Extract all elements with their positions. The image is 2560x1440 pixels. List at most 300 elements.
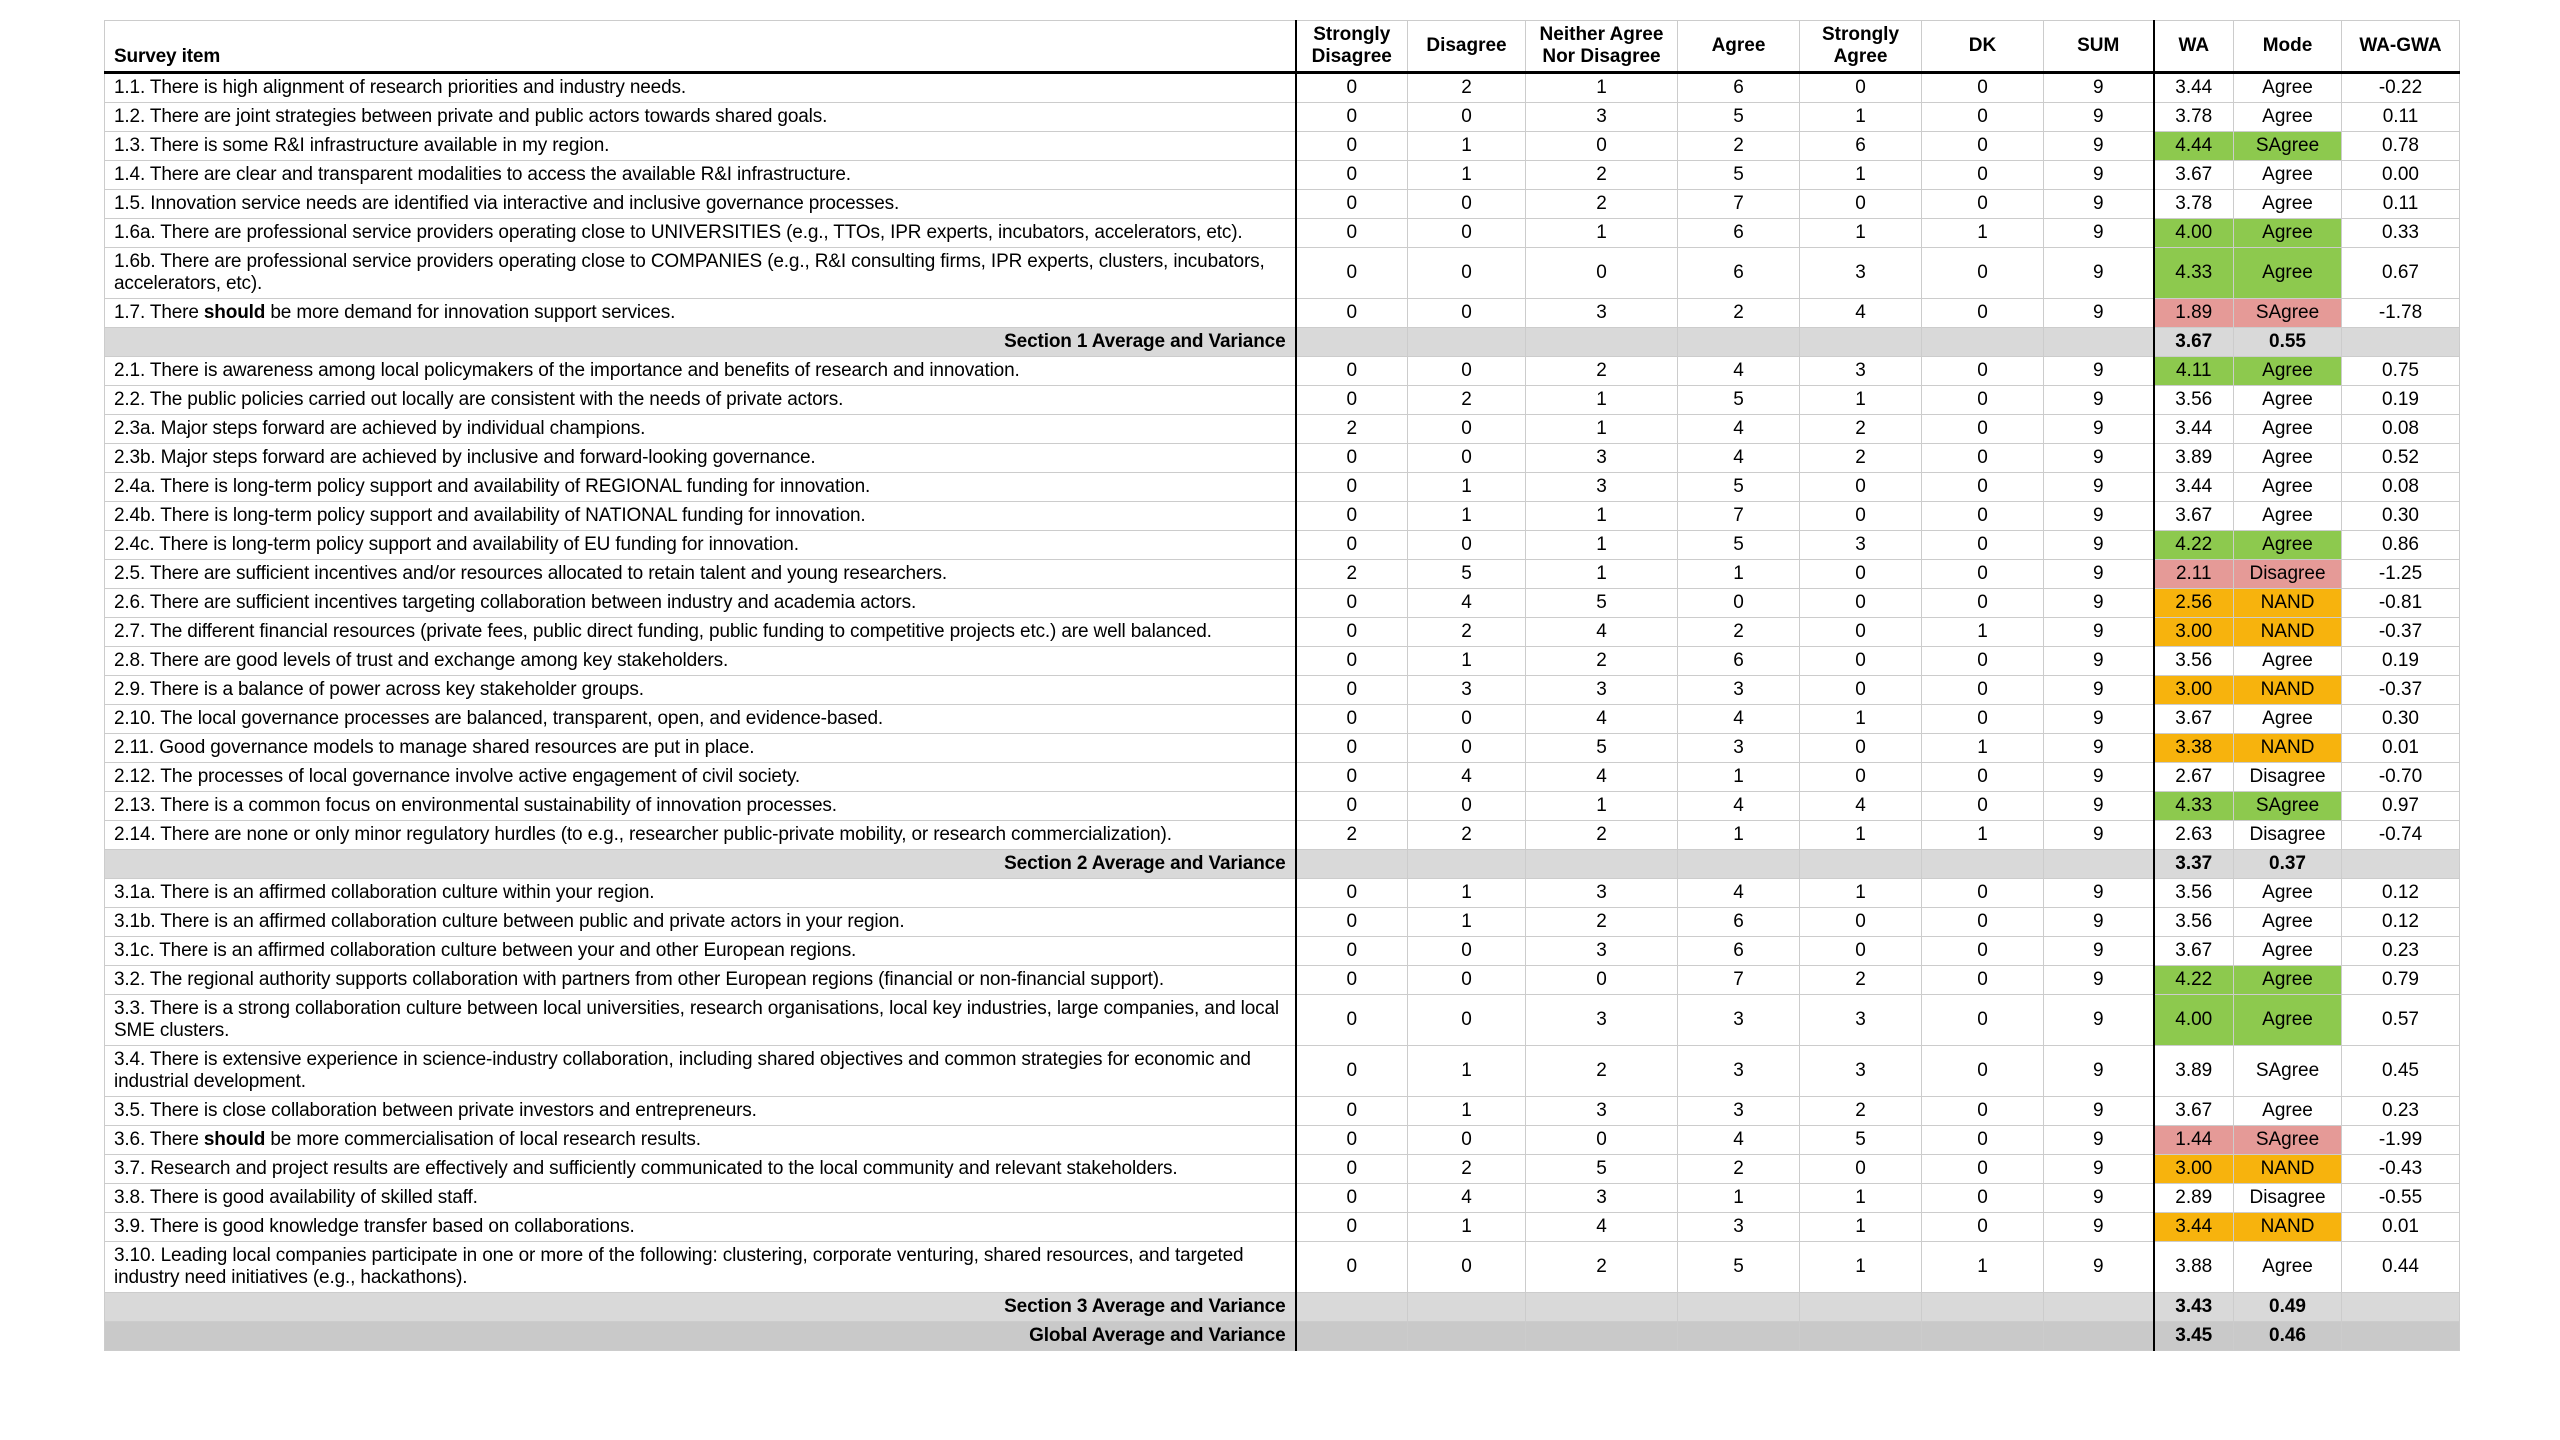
wa-cell: 4.33 xyxy=(2154,248,2234,299)
survey-item-row xyxy=(105,531,2460,560)
wa-gwa-cell: 0.01 xyxy=(2342,734,2460,763)
strongly-disagree-cell: 0 xyxy=(1296,502,1408,531)
wa-cell: 3.44 xyxy=(2154,73,2234,103)
dk-cell: 0 xyxy=(1922,531,2044,560)
wa-cell: 4.00 xyxy=(2154,219,2234,248)
survey-item-row xyxy=(105,190,2460,219)
neither-agree-nor-disagree-cell: 3 xyxy=(1526,473,1678,502)
mode-cell: SAgree xyxy=(2234,299,2342,328)
wa-gwa-cell: 0.12 xyxy=(2342,879,2460,908)
wa-cell: 2.56 xyxy=(2154,589,2234,618)
mode-cell: SAgree xyxy=(2234,1046,2342,1097)
agree-cell: 4 xyxy=(1678,415,1800,444)
summary-label-cell: Section 1 Average and Variance xyxy=(105,328,1296,357)
mode-cell: Disagree xyxy=(2234,1184,2342,1213)
disagree-cell: 4 xyxy=(1408,763,1526,792)
mode-cell: Agree xyxy=(2234,357,2342,386)
disagree-cell: 1 xyxy=(1408,1213,1526,1242)
strongly-disagree-cell: 0 xyxy=(1296,1155,1408,1184)
wa-gwa-cell: 0.01 xyxy=(2342,1213,2460,1242)
dk-cell: 0 xyxy=(1922,908,2044,937)
dk-cell: 1 xyxy=(1922,618,2044,647)
strongly-agree-cell xyxy=(1800,850,1922,879)
survey-table-body xyxy=(105,73,2460,1351)
item-text: 3.1b. There is an affirmed collaboration culture between public and private actors in your region. xyxy=(114,911,905,932)
mode-cell: Agree xyxy=(2234,415,2342,444)
global-summary-row xyxy=(105,1322,2460,1351)
disagree-cell: 0 xyxy=(1408,299,1526,328)
survey-item-row xyxy=(105,161,2460,190)
survey-item-cell xyxy=(105,219,1296,248)
strongly-disagree-cell: 0 xyxy=(1296,190,1408,219)
wa-gwa-cell xyxy=(2342,1322,2460,1351)
neither-agree-nor-disagree-cell: 1 xyxy=(1526,792,1678,821)
survey-item-row xyxy=(105,1126,2460,1155)
wa-gwa-cell: -0.37 xyxy=(2342,618,2460,647)
survey-item-cell xyxy=(105,1097,1296,1126)
survey-item-cell xyxy=(105,618,1296,647)
item-text: 2.11. Good governance models to manage shared resources are put in place. xyxy=(114,737,755,758)
disagree-cell: 0 xyxy=(1408,966,1526,995)
survey-item-cell xyxy=(105,1184,1296,1213)
neither-agree-nor-disagree-cell: 1 xyxy=(1526,73,1678,103)
wa-cell: 3.56 xyxy=(2154,386,2234,415)
disagree-cell: 0 xyxy=(1408,1242,1526,1293)
agree-cell: 5 xyxy=(1678,1242,1800,1293)
item-text: 3.5. There is close collaboration between private investors and entrepreneurs. xyxy=(114,1100,757,1121)
item-text: 2.1. There is awareness among local policymakers of the importance and benefits of research and innovation. xyxy=(114,360,1020,381)
summary-label-cell: Global Average and Variance xyxy=(105,1322,1296,1351)
mode-cell: Agree xyxy=(2234,473,2342,502)
dk-cell: 0 xyxy=(1922,792,2044,821)
survey-item-row xyxy=(105,299,2460,328)
sum-cell: 9 xyxy=(2044,415,2154,444)
survey-item-row xyxy=(105,1097,2460,1126)
survey-item-cell xyxy=(105,879,1296,908)
dk-cell: 1 xyxy=(1922,734,2044,763)
neither-agree-nor-disagree-cell: 3 xyxy=(1526,995,1678,1046)
neither-agree-nor-disagree-cell xyxy=(1526,850,1678,879)
disagree-cell: 1 xyxy=(1408,908,1526,937)
strongly-agree-cell: 3 xyxy=(1800,995,1922,1046)
strongly-agree-cell: 0 xyxy=(1800,73,1922,103)
neither-agree-nor-disagree-cell: 3 xyxy=(1526,1097,1678,1126)
col-header-wa: WA xyxy=(2154,21,2234,73)
survey-item-cell xyxy=(105,132,1296,161)
strongly-agree-cell: 0 xyxy=(1800,1155,1922,1184)
survey-item-cell xyxy=(105,676,1296,705)
strongly-disagree-cell: 0 xyxy=(1296,473,1408,502)
sum-cell: 9 xyxy=(2044,190,2154,219)
dk-cell: 0 xyxy=(1922,190,2044,219)
sum-cell: 9 xyxy=(2044,821,2154,850)
wa-cell: 3.38 xyxy=(2154,734,2234,763)
wa-gwa-cell: 0.11 xyxy=(2342,190,2460,219)
dk-cell: 0 xyxy=(1922,879,2044,908)
agree-cell: 0 xyxy=(1678,589,1800,618)
agree-cell: 6 xyxy=(1678,908,1800,937)
neither-agree-nor-disagree-cell: 0 xyxy=(1526,966,1678,995)
wa-gwa-cell: 0.97 xyxy=(2342,792,2460,821)
item-text: 3.2. The regional authority supports collaboration with partners from other European regions (financial or non-financial support). xyxy=(114,969,1165,990)
survey-item-cell xyxy=(105,190,1296,219)
sum-cell: 9 xyxy=(2044,248,2154,299)
strongly-disagree-cell: 0 xyxy=(1296,73,1408,103)
agree-cell: 2 xyxy=(1678,132,1800,161)
dk-cell xyxy=(1922,850,2044,879)
dk-cell: 0 xyxy=(1922,1126,2044,1155)
strongly-disagree-cell: 0 xyxy=(1296,647,1408,676)
dk-cell xyxy=(1922,1293,2044,1322)
disagree-cell xyxy=(1408,328,1526,357)
survey-item-cell xyxy=(105,502,1296,531)
col-header-strongly-disagree: Strongly Disagree xyxy=(1296,21,1408,73)
dk-cell: 0 xyxy=(1922,161,2044,190)
survey-item-row xyxy=(105,763,2460,792)
emphasized-text: should xyxy=(203,1129,266,1150)
agree-cell: 1 xyxy=(1678,560,1800,589)
item-text: 2.10. The local governance processes are balanced, transparent, open, and evidence-based. xyxy=(114,708,883,729)
col-header-strongly-agree: Strongly Agree xyxy=(1800,21,1922,73)
wa-cell: 1.44 xyxy=(2154,1126,2234,1155)
dk-cell: 1 xyxy=(1922,821,2044,850)
strongly-disagree-cell: 0 xyxy=(1296,966,1408,995)
item-text: 3.8. There is good availability of skilled staff. xyxy=(114,1187,478,1208)
item-text: 2.9. There is a balance of power across key stakeholder groups. xyxy=(114,679,644,700)
wa-gwa-cell: 0.30 xyxy=(2342,705,2460,734)
neither-agree-nor-disagree-cell: 0 xyxy=(1526,248,1678,299)
wa-cell: 3.56 xyxy=(2154,908,2234,937)
neither-agree-nor-disagree-cell: 1 xyxy=(1526,531,1678,560)
item-text: 3.1a. There is an affirmed collaboration culture within your region. xyxy=(114,882,655,903)
wa-cell: 3.67 xyxy=(2154,161,2234,190)
sum-cell: 9 xyxy=(2044,161,2154,190)
strongly-disagree-cell: 0 xyxy=(1296,734,1408,763)
wa-cell: 3.44 xyxy=(2154,473,2234,502)
survey-item-cell xyxy=(105,560,1296,589)
sum-cell xyxy=(2044,1293,2154,1322)
strongly-agree-cell: 2 xyxy=(1800,444,1922,473)
strongly-disagree-cell: 0 xyxy=(1296,1213,1408,1242)
wa-cell: 3.67 xyxy=(2154,705,2234,734)
variance-cell: 0.49 xyxy=(2234,1293,2342,1322)
neither-agree-nor-disagree-cell: 2 xyxy=(1526,1046,1678,1097)
agree-cell: 2 xyxy=(1678,618,1800,647)
col-header-wa-gwa: WA-GWA xyxy=(2342,21,2460,73)
mode-cell: SAgree xyxy=(2234,792,2342,821)
strongly-agree-cell: 3 xyxy=(1800,1046,1922,1097)
wa-cell: 3.44 xyxy=(2154,415,2234,444)
wa-gwa-cell: -0.55 xyxy=(2342,1184,2460,1213)
strongly-agree-cell: 1 xyxy=(1800,219,1922,248)
survey-item-cell xyxy=(105,647,1296,676)
sum-cell: 9 xyxy=(2044,763,2154,792)
neither-agree-nor-disagree-cell: 5 xyxy=(1526,589,1678,618)
wa-gwa-cell: -0.22 xyxy=(2342,73,2460,103)
survey-item-row xyxy=(105,1046,2460,1097)
col-header-mode: Mode xyxy=(2234,21,2342,73)
survey-item-cell xyxy=(105,73,1296,103)
sum-cell: 9 xyxy=(2044,1184,2154,1213)
sum-cell: 9 xyxy=(2044,1242,2154,1293)
item-text: 1.6a. There are professional service providers operating close to UNIVERSITIES (e.g., TTOs, IPR experts, incubators, accelerators, etc). xyxy=(114,222,1243,243)
mode-cell: Agree xyxy=(2234,995,2342,1046)
survey-item-row xyxy=(105,618,2460,647)
survey-item-row xyxy=(105,995,2460,1046)
survey-item-cell xyxy=(105,386,1296,415)
wa-gwa-cell: 0.30 xyxy=(2342,502,2460,531)
strongly-agree-cell: 3 xyxy=(1800,248,1922,299)
agree-cell: 6 xyxy=(1678,219,1800,248)
sum-cell: 9 xyxy=(2044,103,2154,132)
strongly-disagree-cell: 0 xyxy=(1296,676,1408,705)
agree-cell: 1 xyxy=(1678,763,1800,792)
neither-agree-nor-disagree-cell xyxy=(1526,1293,1678,1322)
wa-gwa-cell: 0.44 xyxy=(2342,1242,2460,1293)
sum-cell: 9 xyxy=(2044,444,2154,473)
item-text: 1.1. There is high alignment of research priorities and industry needs. xyxy=(114,77,686,98)
variance-cell: 0.37 xyxy=(2234,850,2342,879)
neither-agree-nor-disagree-cell: 4 xyxy=(1526,1213,1678,1242)
section-summary-row xyxy=(105,328,2460,357)
sum-cell: 9 xyxy=(2044,734,2154,763)
item-text: 1.5. Innovation service needs are identified via interactive and inclusive governance processes. xyxy=(114,193,900,214)
sum-cell: 9 xyxy=(2044,589,2154,618)
col-header-neither-agree-nor-disagree: Neither Agree Nor Disagree xyxy=(1526,21,1678,73)
sum-cell: 9 xyxy=(2044,792,2154,821)
survey-item-row xyxy=(105,647,2460,676)
survey-item-row xyxy=(105,560,2460,589)
agree-cell: 5 xyxy=(1678,161,1800,190)
neither-agree-nor-disagree-cell: 1 xyxy=(1526,560,1678,589)
wa-cell: 2.89 xyxy=(2154,1184,2234,1213)
sum-cell: 9 xyxy=(2044,132,2154,161)
wa-cell: 2.11 xyxy=(2154,560,2234,589)
strongly-disagree-cell: 0 xyxy=(1296,1126,1408,1155)
agree-cell xyxy=(1678,328,1800,357)
mode-cell: Agree xyxy=(2234,879,2342,908)
dk-cell xyxy=(1922,328,2044,357)
item-text: 2.13. There is a common focus on environmental sustainability of innovation processes. xyxy=(114,795,837,816)
disagree-cell: 0 xyxy=(1408,415,1526,444)
neither-agree-nor-disagree-cell: 2 xyxy=(1526,190,1678,219)
wa-gwa-cell: 0.52 xyxy=(2342,444,2460,473)
disagree-cell: 4 xyxy=(1408,1184,1526,1213)
strongly-disagree-cell: 0 xyxy=(1296,705,1408,734)
disagree-cell: 2 xyxy=(1408,618,1526,647)
disagree-cell: 0 xyxy=(1408,444,1526,473)
wa-average-cell: 3.67 xyxy=(2154,328,2234,357)
disagree-cell: 0 xyxy=(1408,531,1526,560)
wa-cell: 3.78 xyxy=(2154,103,2234,132)
strongly-agree-cell: 0 xyxy=(1800,589,1922,618)
agree-cell: 6 xyxy=(1678,248,1800,299)
dk-cell: 0 xyxy=(1922,1213,2044,1242)
neither-agree-nor-disagree-cell: 2 xyxy=(1526,161,1678,190)
survey-item-row xyxy=(105,821,2460,850)
strongly-disagree-cell: 0 xyxy=(1296,219,1408,248)
strongly-agree-cell: 6 xyxy=(1800,132,1922,161)
strongly-agree-cell xyxy=(1800,1293,1922,1322)
neither-agree-nor-disagree-cell: 3 xyxy=(1526,937,1678,966)
wa-gwa-cell xyxy=(2342,850,2460,879)
neither-agree-nor-disagree-cell: 0 xyxy=(1526,132,1678,161)
survey-item-cell xyxy=(105,1126,1296,1155)
wa-gwa-cell: 0.67 xyxy=(2342,248,2460,299)
neither-agree-nor-disagree-cell: 0 xyxy=(1526,1126,1678,1155)
wa-gwa-cell: 0.08 xyxy=(2342,415,2460,444)
mode-cell: Agree xyxy=(2234,248,2342,299)
item-text: 3.7. Research and project results are effectively and sufficiently communicated to the local community and relevant stakeholders. xyxy=(114,1158,1178,1179)
col-header-agree: Agree xyxy=(1678,21,1800,73)
item-text: 2.14. There are none or only minor regulatory hurdles (to e.g., researcher public-private mobility, or research commercialization). xyxy=(114,824,1172,845)
agree-cell: 4 xyxy=(1678,1126,1800,1155)
neither-agree-nor-disagree-cell: 2 xyxy=(1526,1242,1678,1293)
summary-label-cell: Section 2 Average and Variance xyxy=(105,850,1296,879)
survey-item-row xyxy=(105,357,2460,386)
item-text: 2.2. The public policies carried out locally are consistent with the needs of private actors. xyxy=(114,389,844,410)
strongly-agree-cell xyxy=(1800,328,1922,357)
sum-cell: 9 xyxy=(2044,1097,2154,1126)
survey-item-row xyxy=(105,937,2460,966)
disagree-cell: 1 xyxy=(1408,1097,1526,1126)
agree-cell: 4 xyxy=(1678,879,1800,908)
wa-gwa-cell: 0.75 xyxy=(2342,357,2460,386)
disagree-cell: 1 xyxy=(1408,1046,1526,1097)
col-header-disagree: Disagree xyxy=(1408,21,1526,73)
dk-cell: 0 xyxy=(1922,995,2044,1046)
dk-cell: 0 xyxy=(1922,763,2044,792)
strongly-agree-cell: 2 xyxy=(1800,966,1922,995)
wa-cell: 3.00 xyxy=(2154,1155,2234,1184)
agree-cell: 1 xyxy=(1678,821,1800,850)
agree-cell: 2 xyxy=(1678,1155,1800,1184)
survey-item-row xyxy=(105,444,2460,473)
agree-cell: 3 xyxy=(1678,1046,1800,1097)
agree-cell: 7 xyxy=(1678,190,1800,219)
item-text: 1.7. There xyxy=(114,302,204,323)
strongly-disagree-cell: 0 xyxy=(1296,1242,1408,1293)
survey-item-cell xyxy=(105,161,1296,190)
disagree-cell: 2 xyxy=(1408,1155,1526,1184)
survey-item-row xyxy=(105,792,2460,821)
variance-cell: 0.46 xyxy=(2234,1322,2342,1351)
sum-cell: 9 xyxy=(2044,1046,2154,1097)
disagree-cell: 0 xyxy=(1408,792,1526,821)
survey-item-cell xyxy=(105,1242,1296,1293)
neither-agree-nor-disagree-cell: 1 xyxy=(1526,219,1678,248)
dk-cell: 0 xyxy=(1922,444,2044,473)
strongly-agree-cell: 1 xyxy=(1800,705,1922,734)
wa-average-cell: 3.37 xyxy=(2154,850,2234,879)
sum-cell xyxy=(2044,850,2154,879)
wa-cell: 3.88 xyxy=(2154,1242,2234,1293)
survey-item-cell xyxy=(105,248,1296,299)
wa-gwa-cell: 0.79 xyxy=(2342,966,2460,995)
sum-cell: 9 xyxy=(2044,995,2154,1046)
wa-cell: 4.00 xyxy=(2154,995,2234,1046)
wa-cell: 3.00 xyxy=(2154,676,2234,705)
strongly-disagree-cell: 0 xyxy=(1296,531,1408,560)
agree-cell xyxy=(1678,1293,1800,1322)
disagree-cell: 1 xyxy=(1408,502,1526,531)
wa-cell: 3.67 xyxy=(2154,1097,2234,1126)
col-header-survey-item: Survey item xyxy=(105,21,1296,73)
wa-gwa-cell: 0.11 xyxy=(2342,103,2460,132)
survey-item-row xyxy=(105,219,2460,248)
survey-item-cell xyxy=(105,103,1296,132)
wa-gwa-cell: 0.08 xyxy=(2342,473,2460,502)
wa-cell: 2.63 xyxy=(2154,821,2234,850)
survey-item-row xyxy=(105,415,2460,444)
strongly-agree-cell: 4 xyxy=(1800,792,1922,821)
strongly-disagree-cell: 2 xyxy=(1296,560,1408,589)
agree-cell: 6 xyxy=(1678,937,1800,966)
mode-cell: Agree xyxy=(2234,103,2342,132)
wa-cell: 3.89 xyxy=(2154,1046,2234,1097)
variance-cell: 0.55 xyxy=(2234,328,2342,357)
disagree-cell: 0 xyxy=(1408,219,1526,248)
item-text: 3.3. There is a strong collaboration culture between local universities, research organisations, local key industries, large companies, and local SME clusters. xyxy=(114,998,1279,1041)
strongly-disagree-cell: 0 xyxy=(1296,103,1408,132)
wa-gwa-cell: 0.33 xyxy=(2342,219,2460,248)
agree-cell xyxy=(1678,1322,1800,1351)
wa-gwa-cell: -1.25 xyxy=(2342,560,2460,589)
disagree-cell: 1 xyxy=(1408,161,1526,190)
mode-cell: NAND xyxy=(2234,589,2342,618)
dk-cell: 0 xyxy=(1922,966,2044,995)
sum-cell: 9 xyxy=(2044,531,2154,560)
header-row xyxy=(105,21,2460,73)
strongly-disagree-cell: 0 xyxy=(1296,792,1408,821)
disagree-cell: 1 xyxy=(1408,647,1526,676)
mode-cell: SAgree xyxy=(2234,132,2342,161)
section-summary-row xyxy=(105,1293,2460,1322)
strongly-agree-cell: 0 xyxy=(1800,618,1922,647)
survey-item-row xyxy=(105,1213,2460,1242)
sum-cell: 9 xyxy=(2044,705,2154,734)
item-text: 1.6b. There are professional service providers operating close to COMPANIES (e.g., R&I consulting firms, IPR experts, clusters, incubators, accelerators, etc). xyxy=(114,251,1265,294)
dk-cell: 0 xyxy=(1922,386,2044,415)
mode-cell: Agree xyxy=(2234,647,2342,676)
neither-agree-nor-disagree-cell: 3 xyxy=(1526,676,1678,705)
survey-item-cell xyxy=(105,908,1296,937)
strongly-agree-cell: 1 xyxy=(1800,1184,1922,1213)
sum-cell: 9 xyxy=(2044,357,2154,386)
disagree-cell: 0 xyxy=(1408,357,1526,386)
survey-item-cell xyxy=(105,299,1296,328)
dk-cell: 0 xyxy=(1922,1097,2044,1126)
item-text: 2.7. The different financial resources (private fees, public direct funding, public funding to competitive projects etc.) are well balanced. xyxy=(114,621,1212,642)
neither-agree-nor-disagree-cell: 3 xyxy=(1526,444,1678,473)
neither-agree-nor-disagree-cell: 4 xyxy=(1526,705,1678,734)
sum-cell: 9 xyxy=(2044,386,2154,415)
neither-agree-nor-disagree-cell xyxy=(1526,1322,1678,1351)
neither-agree-nor-disagree-cell: 1 xyxy=(1526,386,1678,415)
item-text: 2.3a. Major steps forward are achieved by individual champions. xyxy=(114,418,646,439)
disagree-cell: 0 xyxy=(1408,248,1526,299)
mode-cell: Agree xyxy=(2234,444,2342,473)
strongly-agree-cell: 3 xyxy=(1800,357,1922,386)
wa-cell: 3.56 xyxy=(2154,647,2234,676)
strongly-agree-cell: 1 xyxy=(1800,386,1922,415)
survey-item-row xyxy=(105,1184,2460,1213)
strongly-agree-cell: 4 xyxy=(1800,299,1922,328)
strongly-agree-cell: 2 xyxy=(1800,1097,1922,1126)
wa-gwa-cell: 0.86 xyxy=(2342,531,2460,560)
strongly-agree-cell xyxy=(1800,1322,1922,1351)
sum-cell: 9 xyxy=(2044,1126,2154,1155)
